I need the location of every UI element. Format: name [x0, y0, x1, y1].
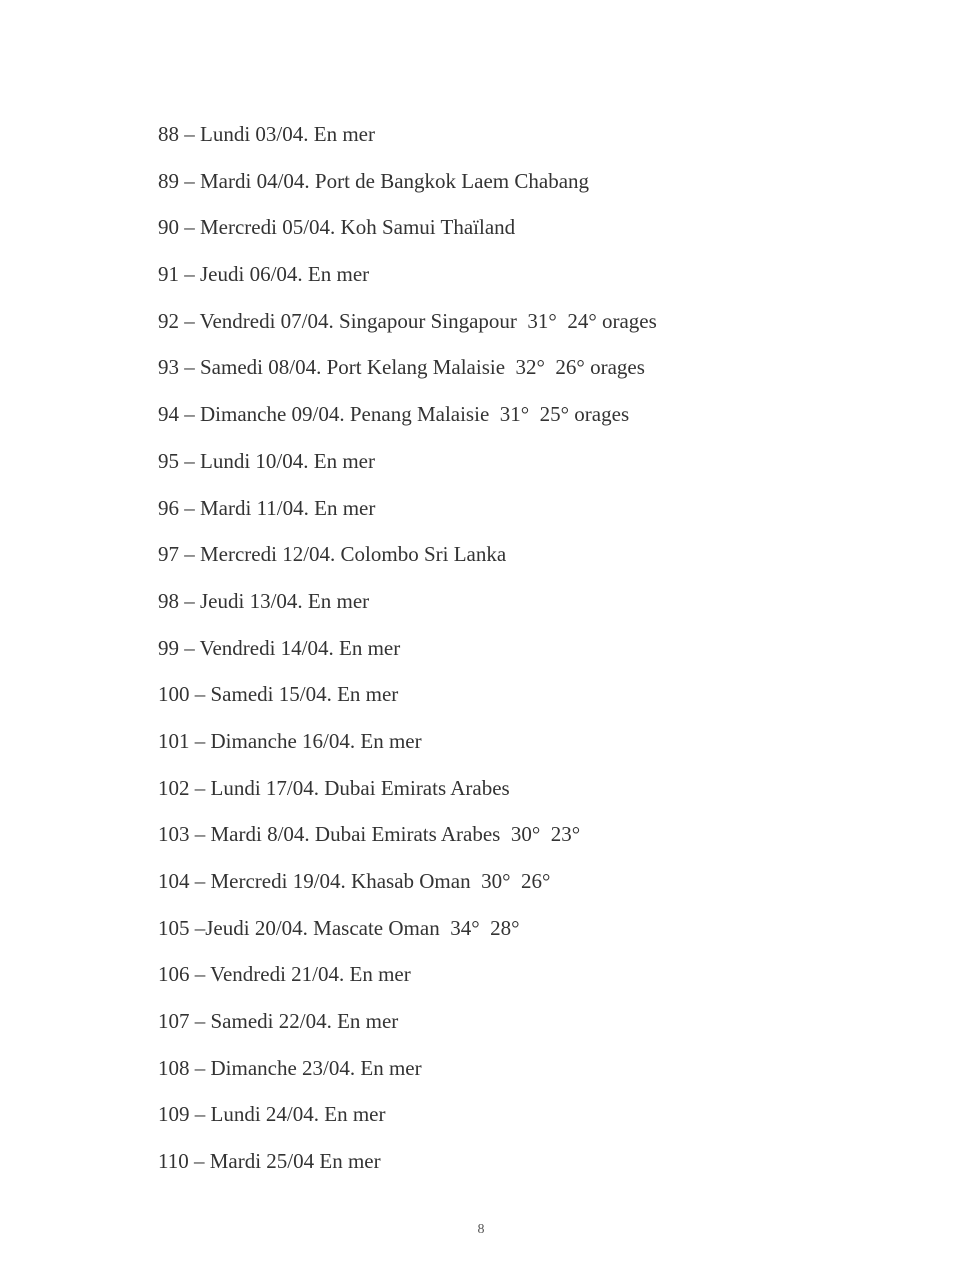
itinerary-line: 94 – Dimanche 09/04. Penang Malaisie 31° 25° orages — [158, 402, 630, 427]
itinerary-line: 100 – Samedi 15/04. En mer — [158, 682, 399, 707]
itinerary-line: 92 – Vendredi 07/04. Singapour Singapour 31° 24° orages — [158, 308, 657, 333]
itinerary-line: 90 – Mercredi 05/04. Koh Samui Thaïland — [158, 215, 516, 240]
itinerary-line: 104 – Mercredi 19/04. Khasab Oman 30° 26° — [158, 869, 551, 893]
itinerary-line: 91 – Jeudi 06/04. En mer — [158, 262, 370, 287]
itinerary-line: 96 – Mardi 11/04. En mer — [158, 495, 376, 520]
itinerary-line: 98 – Jeudi 13/04. En mer — [158, 588, 370, 613]
itinerary-line: 97 – Mercredi 12/04. Colombo Sri Lanka — [158, 542, 507, 567]
itinerary-line: 110 – Mardi 25/04 En mer — [158, 1149, 381, 1174]
itinerary-line: 106 – Vendredi 21/04. En mer — [158, 962, 411, 987]
itinerary-line: 95 – Lundi 10/04. En mer — [158, 448, 375, 473]
itinerary-list — [158, 118, 657, 1192]
page-number: 8 — [477, 1222, 485, 1237]
itinerary-line: 107 – Samedi 22/04. En mer — [158, 1009, 399, 1034]
itinerary-line: 102 – Lundi 17/04. Dubai Emirats Arabes — [158, 775, 510, 800]
itinerary-line: 103 – Mardi 8/04. Dubai Emirats Arabes 30° 23° — [158, 822, 581, 847]
itinerary-line: 89 – Mardi 04/04. Port de Bangkok Laem Chabang — [158, 168, 590, 193]
itinerary-line: 99 – Vendredi 14/04. En mer — [158, 635, 401, 660]
itinerary-line: 108 – Dimanche 23/04. En mer — [158, 1055, 422, 1080]
itinerary-line: 101 – Dimanche 16/04. En mer — [158, 728, 422, 753]
itinerary-line: 109 – Lundi 24/04. En mer — [158, 1102, 386, 1127]
itinerary-line: 93 – Samedi 08/04. Port Kelang Malaisie 32° 26° orages — [158, 355, 645, 380]
itinerary-line: 88 – Lundi 03/04. En mer — [158, 122, 375, 146]
itinerary-line: 105 –Jeudi 20/04. Mascate Oman 34° 28° — [158, 915, 520, 940]
